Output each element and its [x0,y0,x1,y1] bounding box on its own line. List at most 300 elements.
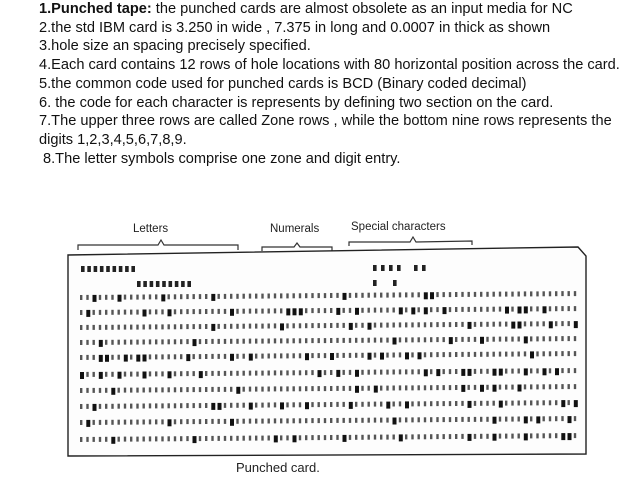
punch-hole [305,418,307,423]
punch-hole [93,355,95,360]
punch-hole [168,324,170,329]
punch-hole [436,322,438,327]
punch-hole [218,436,220,441]
punch-hole [299,435,301,440]
punch-hole [543,291,545,296]
punch-hole [125,266,129,272]
punch-hole [555,400,557,405]
punch-hole [336,338,338,343]
punch-hole [180,339,182,344]
punch-hole [155,294,157,299]
punch-hole [255,339,257,344]
punch-hole [280,353,282,358]
punch-hole [374,435,376,440]
punch-hole [361,308,363,313]
punch-hole [549,306,551,311]
punch-hole [474,369,476,374]
punch-hole [574,400,578,407]
punch-hole [243,403,245,408]
punch-hole [124,340,126,345]
punch-hole [474,352,476,357]
punch-hole [449,337,453,344]
punch-hole [373,265,377,271]
punch-hole [393,402,395,407]
punch-hole [436,434,438,439]
punch-hole [468,337,470,342]
punch-hole [311,386,313,391]
punch-hole [268,371,270,376]
punch-hole [99,340,103,347]
punch-hole [549,321,553,328]
punch-hole [430,417,432,422]
punch-hole [505,322,507,327]
punch-hole [305,370,307,375]
punch-hole [461,385,465,392]
punch-hole [393,338,397,345]
punch-hole [124,388,126,393]
punch-hole [119,266,123,272]
punch-hole [230,387,232,392]
punch-hole [155,324,157,329]
punch-hole [268,387,270,392]
punch-hole [180,371,182,376]
punch-hole [286,386,288,391]
punch-hole [343,308,345,313]
punch-hole [405,307,407,312]
punch-hole [324,418,326,423]
punch-hole [461,401,463,406]
punch-hole [136,437,138,442]
punch-hole [461,369,465,376]
punch-hole [455,307,457,312]
punch-hole [368,308,370,313]
punch-hole [118,404,120,409]
punch-hole [143,372,147,379]
punch-hole [568,336,570,341]
punch-hole [124,420,126,425]
punch-hole [186,294,188,299]
punch-hole [411,369,413,374]
punch-hole [393,308,395,313]
punch-hole [174,419,176,424]
punch-hole [105,404,107,409]
punch-hole [243,371,245,376]
punch-hole [524,291,526,296]
punch-hole [155,309,157,314]
punch-hole [511,434,513,439]
punch-hole [374,418,376,423]
punch-hole [130,355,132,360]
punch-hole [411,385,413,390]
punch-hole [93,340,95,345]
punch-hole [249,339,251,344]
punch-hole [236,354,238,359]
punch-hole [555,433,557,438]
punch-hole [480,292,482,297]
punch-hole [536,321,538,326]
punch-hole [249,387,251,392]
punch-hole [511,401,513,406]
punch-hole [455,292,457,297]
punch-hole [361,418,363,423]
punch-hole [305,386,307,391]
punch-hole [180,436,182,441]
punch-hole [499,417,501,422]
punch-hole [405,292,407,297]
punch-hole [168,387,170,392]
punch-hole [268,309,270,314]
punch-hole [574,416,576,421]
punch-hole [524,368,528,375]
punch-hole [124,372,126,377]
punch-hole [324,370,326,375]
punch-hole [111,372,113,377]
punch-hole [274,353,276,358]
punch-hole [280,386,282,391]
punch-hole [411,417,413,422]
punch-hole [330,293,332,298]
punch-hole [461,292,463,297]
punch-hole [286,323,288,328]
punch-hole [524,351,526,356]
punch-hole [86,372,88,377]
punch-hole [336,402,338,407]
punch-hole [255,387,257,392]
punch-hole [455,434,457,439]
punch-hole [561,306,563,311]
punch-hole [218,339,220,344]
punch-hole [355,418,357,423]
punch-hole [399,352,401,357]
punch-hole [211,371,213,376]
punch-hole [174,339,176,344]
punch-hole [311,293,313,298]
punch-hole [361,386,363,391]
punch-hole [549,291,551,296]
punch-hole [518,337,520,342]
punch-hole [399,322,401,327]
punch-hole [130,372,132,377]
punch-hole [543,384,545,389]
punch-hole [261,309,263,314]
punch-hole [574,336,576,341]
punch-hole [99,404,101,409]
punch-hole [536,416,540,423]
punch-hole [193,419,195,424]
punch-hole [536,368,538,373]
punch-hole [305,353,309,360]
punch-hole [461,434,463,439]
punch-hole [343,418,345,423]
punch-hole [505,352,507,357]
punch-hole [336,418,338,423]
punch-hole [536,400,538,405]
punch-hole [493,352,495,357]
punch-hole [105,295,107,300]
punch-hole [311,323,313,328]
punch-hole [330,338,332,343]
punch-hole [80,295,82,300]
punch-hole [80,325,82,330]
punch-hole [211,387,213,392]
punch-hole [343,402,345,407]
punch-hole [299,370,301,375]
punch-hole [543,400,545,405]
punch-hole [555,351,557,356]
punch-hole [518,385,522,392]
punch-hole [468,307,470,312]
punch-hole [130,388,132,393]
punch-hole [543,368,547,375]
punch-hole [299,386,301,391]
punch-hole [411,434,413,439]
punch-hole [524,336,528,343]
punch-hole [124,437,126,442]
punch-hole [193,371,195,376]
punch-hole [499,434,501,439]
punch-hole [474,292,476,297]
punch-hole [318,435,320,440]
punch-hole [111,295,113,300]
punch-hole [118,372,122,379]
punch-hole [555,321,557,326]
punch-hole [443,292,445,297]
punch-hole [480,307,482,312]
punch-hole [480,322,482,327]
punch-hole [455,401,457,406]
punch-hole [236,339,238,344]
punch-hole [274,386,276,391]
punch-hole [255,309,257,314]
punch-hole [255,294,257,299]
punch-hole [268,294,270,299]
punch-hole [499,337,501,342]
punch-hole [155,387,157,392]
punch-hole [105,355,109,362]
punch-hole [186,387,188,392]
punch-hole [211,436,213,441]
punch-hole [493,292,495,297]
punch-hole [430,322,432,327]
punch-hole [411,337,413,342]
punch-hole [286,435,288,440]
punch-hole [218,371,220,376]
punch-hole [343,435,347,442]
punch-hole [530,351,534,358]
punch-hole [555,291,557,296]
punch-hole [274,402,276,407]
punch-hole [330,402,332,407]
punch-hole [543,336,545,341]
punch-hole [236,387,240,394]
punch-hole [130,310,132,315]
punch-hole [399,369,401,374]
punch-hole [161,387,163,392]
punch-hole [518,369,520,374]
punch-hole [511,292,513,297]
punch-hole [236,419,238,424]
punch-hole [118,295,122,302]
punch-hole [268,339,270,344]
punch-hole [524,433,528,440]
punch-hole [105,388,107,393]
punch-hole [149,339,151,344]
punch-hole [118,420,120,425]
punch-hole [150,281,154,287]
punch-hole [174,436,176,441]
punch-hole [93,388,95,393]
punch-hole [568,400,570,405]
punch-hole [318,353,320,358]
punch-hole [405,417,407,422]
punch-hole [199,339,201,344]
punch-hole [199,387,201,392]
punch-hole [261,371,263,376]
punch-hole [555,384,557,389]
punch-hole [268,403,270,408]
punch-hole [455,322,457,327]
punch-hole [418,307,420,312]
punch-hole [355,370,359,377]
punch-hole [149,309,151,314]
punch-hole [543,416,545,421]
punch-hole [93,310,95,315]
punch-hole [493,369,497,376]
punch-hole [399,337,401,342]
punch-hole [249,436,251,441]
punch-hole [80,355,82,360]
punch-hole [443,385,445,390]
punch-hole [136,340,138,345]
punch-hole [130,295,132,300]
punch-hole [199,324,201,329]
punch-hole [499,385,501,390]
punch-hole [324,435,326,440]
punch-hole [361,435,363,440]
punch-hole [143,437,145,442]
punch-hole [355,435,357,440]
punch-hole [449,385,451,390]
punch-hole [99,310,101,315]
punch-hole [199,294,201,299]
punch-hole [330,418,332,423]
punch-hole [480,434,482,439]
punch-hole [480,385,484,392]
punch-hole [299,402,301,407]
punch-hole [543,433,545,438]
punch-hole [136,355,140,362]
punch-hole [80,420,82,425]
punch-hole [174,324,176,329]
punch-hole [499,322,501,327]
punch-hole [474,385,476,390]
punch-hole [374,323,376,328]
punch-hole [449,417,451,422]
punch-hole [430,352,432,357]
punch-hole [536,336,538,341]
punch-hole [268,324,270,329]
punch-hole [224,294,226,299]
punch-hole [94,266,98,272]
punch-hole [524,384,526,389]
punch-hole [149,371,151,376]
punch-hole [86,388,88,393]
punch-hole [349,308,351,313]
punch-hole [343,338,345,343]
punch-hole [324,402,326,407]
punch-hole [293,418,295,423]
punch-hole [411,307,415,314]
punch-hole [124,310,126,315]
punch-hole [336,293,338,298]
punch-hole [468,292,470,297]
punch-hole [355,308,359,315]
punch-hole [568,433,572,440]
punch-hole [293,402,295,407]
punch-hole [268,419,270,424]
punch-hole [311,338,313,343]
punch-hole [161,403,163,408]
punch-hole [549,368,551,373]
punch-hole [424,352,426,357]
punch-hole [268,354,270,359]
punch-hole [224,354,226,359]
punch-hole [305,293,307,298]
punch-hole [411,401,413,406]
punch-hole [424,401,426,406]
punch-hole [261,436,263,441]
punch-hole [355,353,357,358]
punch-hole [293,370,295,375]
punch-hole [393,370,395,375]
punch-hole [230,324,232,329]
punch-hole [324,323,326,328]
punch-hole [255,371,257,376]
punch-hole [493,417,497,424]
punch-hole [330,308,332,313]
punch-hole [261,324,263,329]
punch-hole [380,402,382,407]
punch-hole [461,322,463,327]
punch-hole [568,351,570,356]
punch-hole [99,372,103,379]
punch-hole [349,418,351,423]
punch-hole [411,292,413,297]
punch-hole [161,339,163,344]
punch-hole [193,387,195,392]
punch-hole [318,386,320,391]
punch-hole [574,291,576,296]
punch-hole [174,294,176,299]
punch-hole [405,434,407,439]
punch-hole [286,370,288,375]
punch-hole [493,434,497,441]
punch-hole [330,435,332,440]
punch-hole [505,292,507,297]
punch-hole [436,352,438,357]
punch-hole [186,309,188,314]
punch-hole [255,419,257,424]
punch-hole [386,353,388,358]
punch-hole [81,266,85,272]
punch-hole [424,292,428,299]
punch-hole [549,351,551,356]
punch-hole [386,418,388,423]
point-7: 7.The upper three rows are called Zone rows , while the bottom nine rows represents the digits 1,2,3,4,5,6,7,8,9. [39,113,612,148]
punch-hole [274,338,276,343]
punch-hole [380,338,382,343]
punch-hole [299,338,301,343]
